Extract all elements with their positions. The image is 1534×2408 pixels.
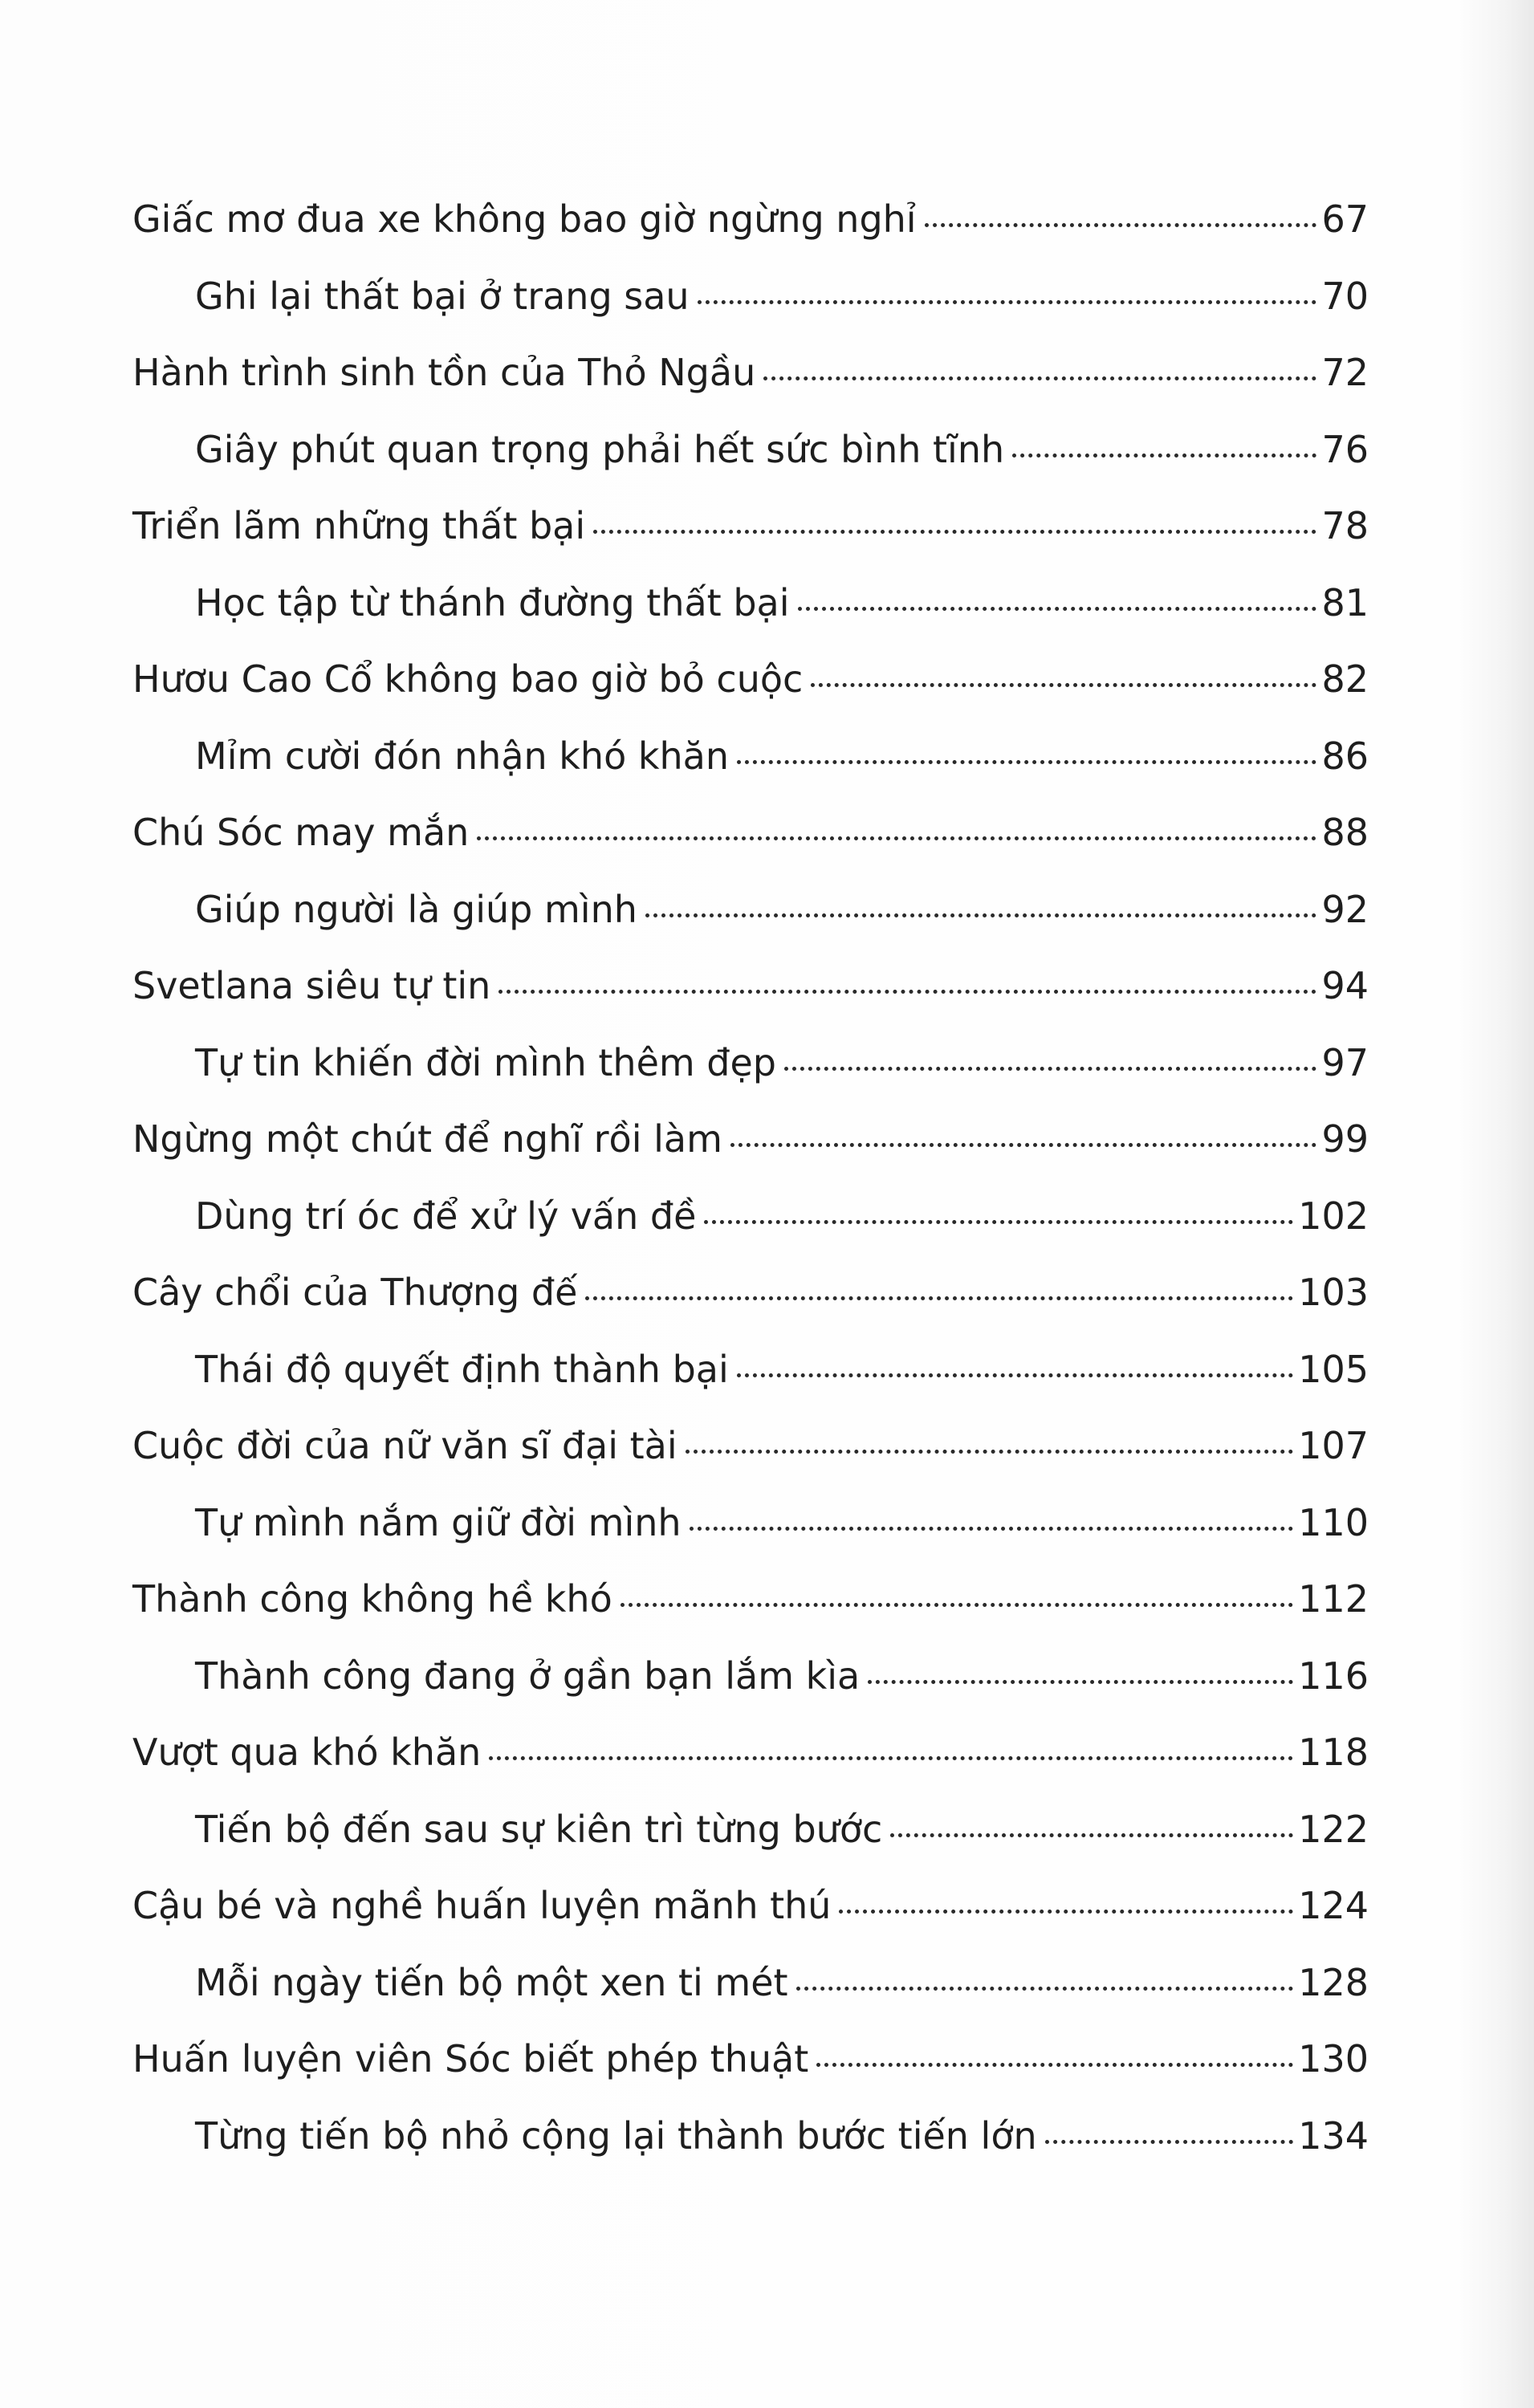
dot-leader bbox=[690, 1527, 1294, 1531]
toc-entry-page: 92 bbox=[1321, 887, 1369, 931]
toc-entry bbox=[132, 258, 1369, 336]
toc-entry-title: Ghi lại thất bại ở trang sau bbox=[195, 274, 690, 318]
dot-leader bbox=[763, 376, 1316, 380]
toc-entry bbox=[132, 488, 1369, 565]
toc-entry-page: 82 bbox=[1321, 657, 1369, 701]
toc-entry-page: 130 bbox=[1298, 2037, 1369, 2081]
toc-entry-title: Học tập từ thánh đường thất bại bbox=[195, 580, 790, 624]
toc-entry-title: Thành công không hề khó bbox=[132, 1577, 612, 1621]
toc-entry-title: Cây chổi của Thượng đế bbox=[132, 1271, 578, 1314]
toc-entry-title: Svetlana siêu tự tin bbox=[132, 964, 491, 1007]
toc-entry-page: 116 bbox=[1298, 1653, 1369, 1698]
toc-entry-title: Giây phút quan trọng phải hết sức bình tĩnh bbox=[195, 427, 1005, 471]
toc-entry-page: 67 bbox=[1321, 197, 1369, 241]
dot-leader bbox=[621, 1603, 1293, 1607]
toc-entry bbox=[132, 1255, 1369, 1332]
toc-entry-title: Tiến bộ đến sau sự kiên trì từng bước bbox=[195, 1807, 883, 1851]
toc-entry bbox=[132, 1945, 1369, 2022]
toc-entry-page: 105 bbox=[1298, 1347, 1369, 1391]
dot-leader bbox=[890, 1833, 1293, 1837]
toc-entry bbox=[132, 565, 1369, 642]
dot-leader bbox=[730, 1143, 1317, 1147]
dot-leader bbox=[868, 1680, 1293, 1684]
table-of-contents bbox=[132, 181, 1369, 2174]
toc-entry bbox=[132, 718, 1369, 795]
toc-entry-page: 70 bbox=[1321, 274, 1369, 318]
toc-entry bbox=[132, 1485, 1369, 1562]
dot-leader bbox=[498, 990, 1316, 994]
toc-entry bbox=[132, 1792, 1369, 1869]
toc-entry-page: 128 bbox=[1298, 1960, 1369, 2004]
toc-entry bbox=[132, 335, 1369, 412]
dot-leader bbox=[585, 1296, 1293, 1300]
toc-entry-title: Thái độ quyết định thành bại bbox=[195, 1347, 729, 1391]
toc-entry-page: 112 bbox=[1298, 1577, 1369, 1621]
toc-entry-page: 118 bbox=[1298, 1731, 1369, 1774]
dot-leader bbox=[704, 1220, 1293, 1224]
dot-leader bbox=[593, 530, 1316, 534]
toc-entry-title: Giúp người là giúp mình bbox=[195, 887, 637, 931]
toc-entry-page: 94 bbox=[1321, 964, 1369, 1007]
dot-leader bbox=[925, 223, 1317, 227]
toc-entry bbox=[132, 872, 1369, 949]
toc-entry bbox=[132, 641, 1369, 718]
toc-entry bbox=[132, 1332, 1369, 1409]
toc-entry bbox=[132, 948, 1369, 1025]
toc-entry-title: Tự tin khiến đời mình thêm đẹp bbox=[195, 1040, 777, 1084]
dot-leader bbox=[737, 1373, 1293, 1377]
dot-leader bbox=[686, 1450, 1294, 1454]
toc-entry bbox=[132, 1178, 1369, 1255]
toc-entry-title: Hành trình sinh tồn của Thỏ Ngầu bbox=[132, 351, 756, 394]
toc-entry-title: Dùng trí óc để xử lý vấn đề bbox=[195, 1194, 697, 1238]
toc-entry-title: Giấc mơ đua xe không bao giờ ngừng nghỉ bbox=[132, 197, 917, 241]
toc-entry-title: Chú Sóc may mắn bbox=[132, 811, 470, 854]
dot-leader bbox=[811, 683, 1316, 687]
toc-entry bbox=[132, 412, 1369, 489]
toc-entry-page: 72 bbox=[1321, 351, 1369, 394]
toc-entry bbox=[132, 1561, 1369, 1638]
toc-entry-page: 102 bbox=[1298, 1194, 1369, 1238]
dot-leader bbox=[816, 2063, 1293, 2067]
toc-entry-title: Mỗi ngày tiến bộ một xen ti mét bbox=[195, 1960, 788, 2004]
toc-entry-page: 124 bbox=[1298, 1884, 1369, 1927]
toc-entry-page: 107 bbox=[1298, 1424, 1369, 1467]
dot-leader bbox=[784, 1067, 1316, 1071]
dot-leader bbox=[737, 760, 1316, 764]
toc-entry-page: 78 bbox=[1321, 504, 1369, 547]
toc-entry bbox=[132, 181, 1369, 258]
dot-leader bbox=[698, 300, 1317, 304]
dot-leader bbox=[1045, 2140, 1294, 2144]
toc-entry-page: 99 bbox=[1321, 1117, 1369, 1161]
toc-entry bbox=[132, 2021, 1369, 2098]
toc-entry-title: Hươu Cao Cổ không bao giờ bỏ cuộc bbox=[132, 657, 804, 701]
toc-entry bbox=[132, 2098, 1369, 2175]
toc-entry-page: 76 bbox=[1321, 427, 1369, 471]
toc-entry-title: Tự mình nắm giữ đời mình bbox=[195, 1500, 682, 1544]
dot-leader bbox=[798, 607, 1317, 611]
toc-entry-title: Mỉm cười đón nhận khó khăn bbox=[195, 734, 729, 778]
toc-entry bbox=[132, 1868, 1369, 1945]
toc-entry-page: 81 bbox=[1321, 580, 1369, 624]
toc-entry bbox=[132, 1408, 1369, 1485]
dot-leader bbox=[1012, 454, 1316, 458]
dot-leader bbox=[477, 836, 1316, 840]
toc-entry-title: Từng tiến bộ nhỏ cộng lại thành bước tiến lớn bbox=[195, 2113, 1037, 2158]
dot-leader bbox=[645, 913, 1317, 917]
toc-entry-title: Ngừng một chút để nghĩ rồi làm bbox=[132, 1117, 722, 1161]
toc-entry bbox=[132, 1714, 1369, 1792]
toc-entry-page: 97 bbox=[1321, 1040, 1369, 1084]
toc-entry-title: Cuộc đời của nữ văn sĩ đại tài bbox=[132, 1424, 677, 1467]
toc-entry-page: 86 bbox=[1321, 734, 1369, 778]
toc-entry bbox=[132, 1101, 1369, 1178]
toc-entry-page: 103 bbox=[1298, 1271, 1369, 1314]
toc-entry bbox=[132, 1025, 1369, 1102]
dot-leader bbox=[796, 1987, 1294, 1991]
toc-entry-title: Vượt qua khó khăn bbox=[132, 1731, 482, 1774]
toc-entry-page: 110 bbox=[1298, 1500, 1369, 1544]
toc-entry bbox=[132, 795, 1369, 872]
toc-entry-title: Thành công đang ở gần bạn lắm kìa bbox=[195, 1653, 861, 1698]
toc-entry-page: 134 bbox=[1298, 2113, 1369, 2158]
toc-entry-page: 88 bbox=[1321, 811, 1369, 854]
toc-entry-page: 122 bbox=[1298, 1807, 1369, 1851]
toc-entry bbox=[132, 1638, 1369, 1715]
dot-leader bbox=[839, 1910, 1293, 1914]
dot-leader bbox=[489, 1756, 1293, 1760]
toc-entry-title: Cậu bé và nghề huấn luyện mãnh thú bbox=[132, 1884, 832, 1927]
toc-entry-title: Huấn luyện viên Sóc biết phép thuật bbox=[132, 2037, 809, 2081]
toc-entry-title: Triển lãm những thất bại bbox=[132, 504, 586, 547]
